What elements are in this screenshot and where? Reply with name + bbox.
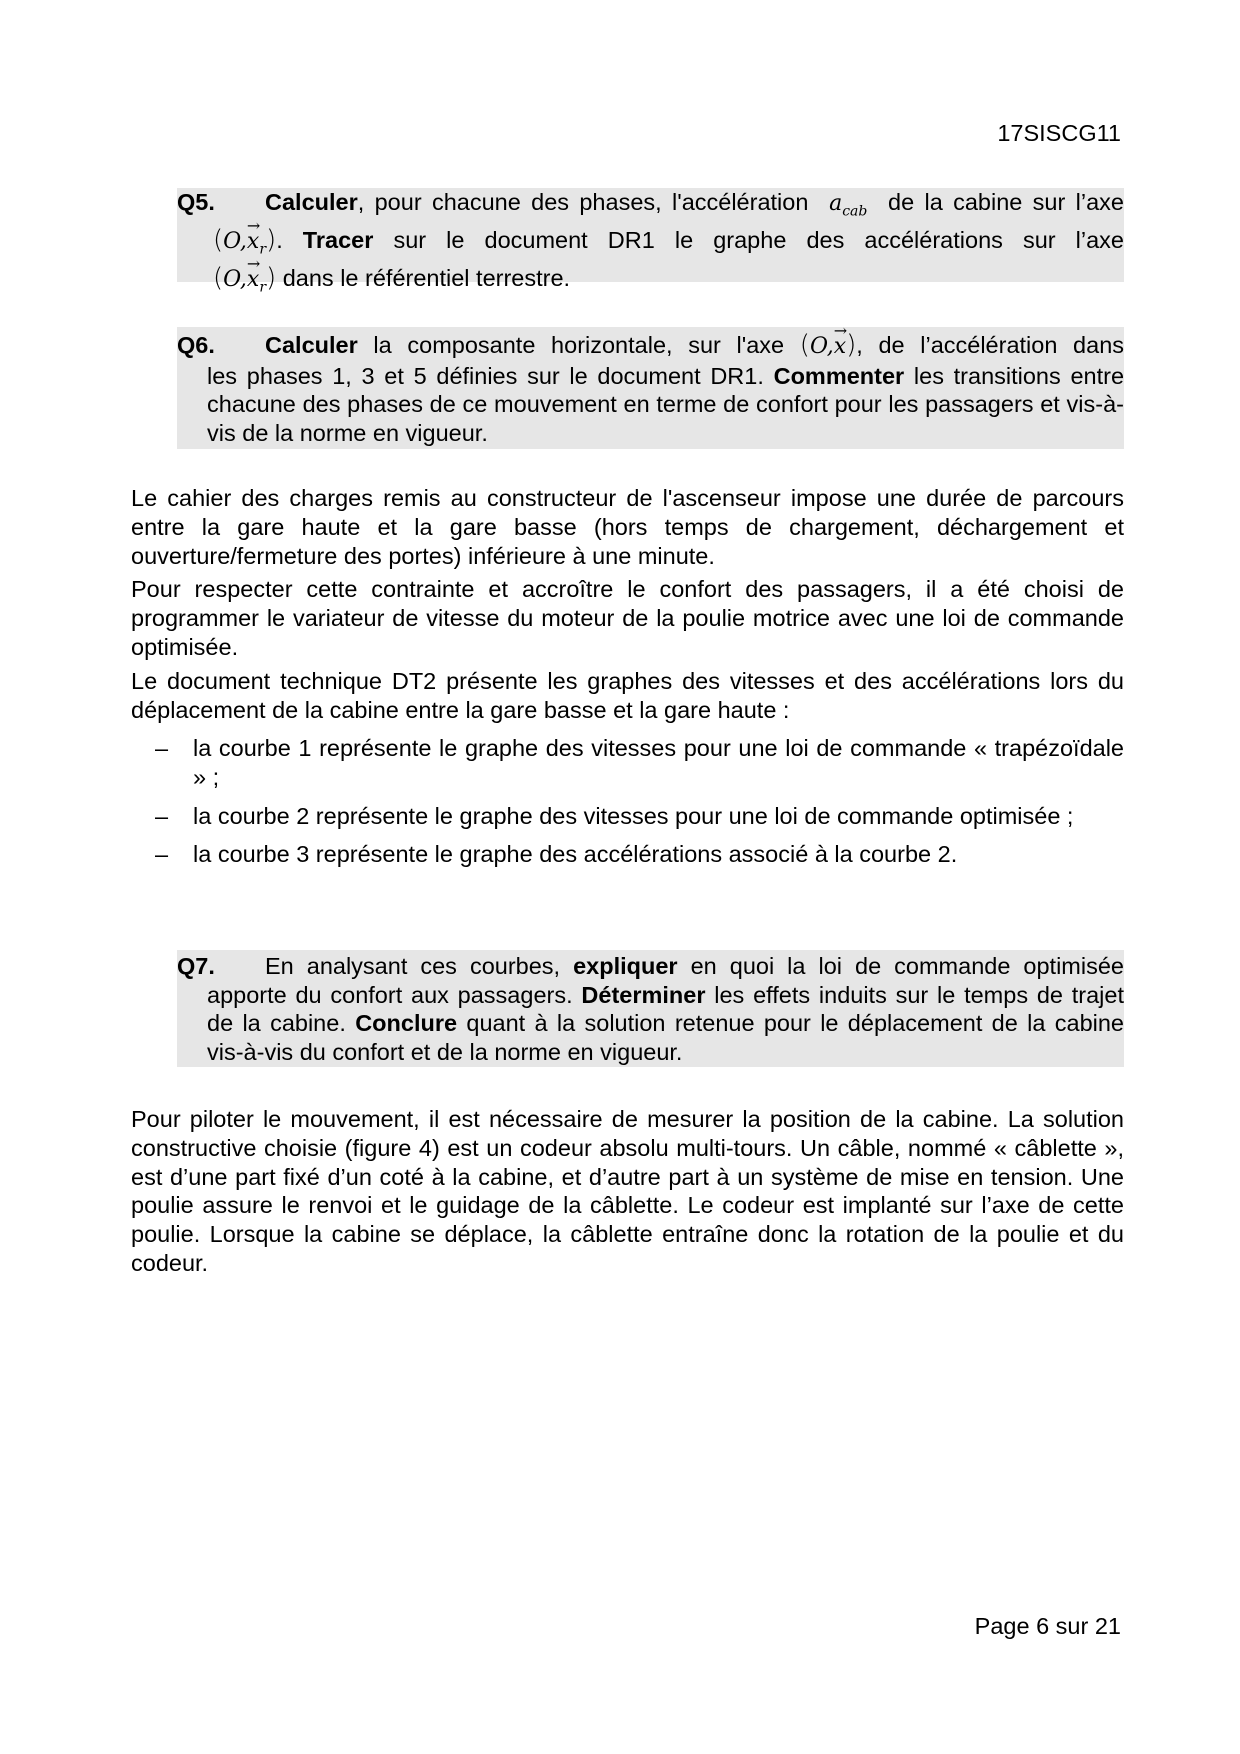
page-number: Page 6 sur 21 — [974, 1613, 1121, 1639]
question-body: les phases 1, 3 et 5 définies sur le document DR1. Commenter les transitions entre chacune des phases de ce mouvement en terme de confort pour les passagers et vis-à-vis de la norme en vigueur. — [207, 362, 1125, 446]
action-verb: Commenter — [773, 362, 905, 389]
action-verb: expliquer — [573, 953, 678, 979]
acceleration-symbol: $a_{cab}$ — [829, 191, 868, 220]
axis-symbol: (O,→ x) — [800, 334, 856, 359]
axis-symbol: $(O,\to x_r)$ — [213, 229, 276, 254]
list-item: – la courbe 2 représente le graphe des vitesses pour une loi de commande optimisée ; — [155, 802, 1074, 829]
question-line: $(O,\to x_r)$. Tracer sur le document DR1 le graphe des accélérations sur l’axe — [177, 226, 1124, 264]
question-q6 — [177, 327, 1124, 449]
curve-list — [119, 734, 1124, 879]
question-text: la composante horizontale, sur l'axe — [373, 332, 785, 358]
question-text: sur le document DR1 le graphe des accélérations sur l’axe — [393, 226, 1125, 253]
action-verb: Conclure — [355, 1010, 458, 1036]
action-verb: Calculer — [265, 189, 358, 215]
action-verb: Déterminer — [581, 981, 706, 1008]
question-line — [265, 331, 1124, 362]
action-verb: Tracer — [302, 226, 374, 253]
question-line: En analysant ces courbes, expliquer en quoi la loi de commande optimisée — [265, 953, 1124, 979]
question-text: , pour chacune des phases, l'accélération — [357, 189, 809, 215]
question-text: dans le référentiel terrestre. — [282, 264, 571, 291]
axis-symbol: $(O,\to x_r)$ — [213, 267, 276, 292]
question-q7 — [177, 950, 1124, 1067]
question-line — [265, 188, 1124, 226]
list-item: – la courbe 3 représente le graphe des accélérations associé à la courbe 2. — [155, 841, 958, 868]
paragraph-dt2: Le document technique DT2 présente les graphes des vitesses et des accélérations lors du déplacement de la cabine entre la gare basse et la gare haute : — [131, 668, 1124, 723]
list-item: – la courbe 1 représente le graphe des vitesses pour une loi de commande « trapézoïdale » ; — [155, 735, 1124, 790]
paragraph-encoder: Pour piloter le mouvement, il est nécessaire de mesurer la position de la cabine. La solution constructive choisie (figure 4) est un codeur absolu multi-tours. Un câble, nommé « câblette », est d’une part fixé d’un coté à la cabine, et d’autre part à un système de mise en tension. Une poulie assure le renvoi et le guidage de la câblette. Le codeur est implanté sur l’axe de cette poulie. Lorsque la cabine se déplace, la câblette entraîne donc la rotation de la poulie et du codeur. — [131, 1106, 1124, 1276]
question-text: de la cabine sur l’axe — [888, 189, 1124, 215]
question-q5 — [177, 188, 1125, 296]
document-code: 17SISCG11 — [997, 120, 1121, 146]
question-number: Q5. — [177, 189, 215, 215]
question-number: Q7. — [177, 953, 215, 979]
paragraph-constraint: Pour respecter cette contrainte et accroître le confort des passagers, il a été choisi de programmer le variateur de vitesse du moteur de la poulie motrice avec une loi de commande optimisée. — [131, 576, 1124, 660]
paragraph-specifications: Le cahier des charges remis au constructeur de l'ascenseur impose une durée de parcours entre la gare haute et la gare basse (hors temps de chargement, déchargement et ouverture/fermeture des portes) inférieure à une minute. — [131, 485, 1124, 569]
question-line — [177, 264, 1124, 302]
question-number: Q6. — [177, 332, 215, 358]
question-body: apporte du confort aux passagers. Déterminer les effets induits sur le temps de trajet de la cabine. Conclure quant à la solution retenue pour le déplacement de la cabine vis-à-vis du confort et de la norme en vigueur. — [207, 981, 1125, 1065]
action-verb: Calculer — [265, 332, 358, 358]
question-text: , de l’accélération dans — [856, 332, 1125, 358]
